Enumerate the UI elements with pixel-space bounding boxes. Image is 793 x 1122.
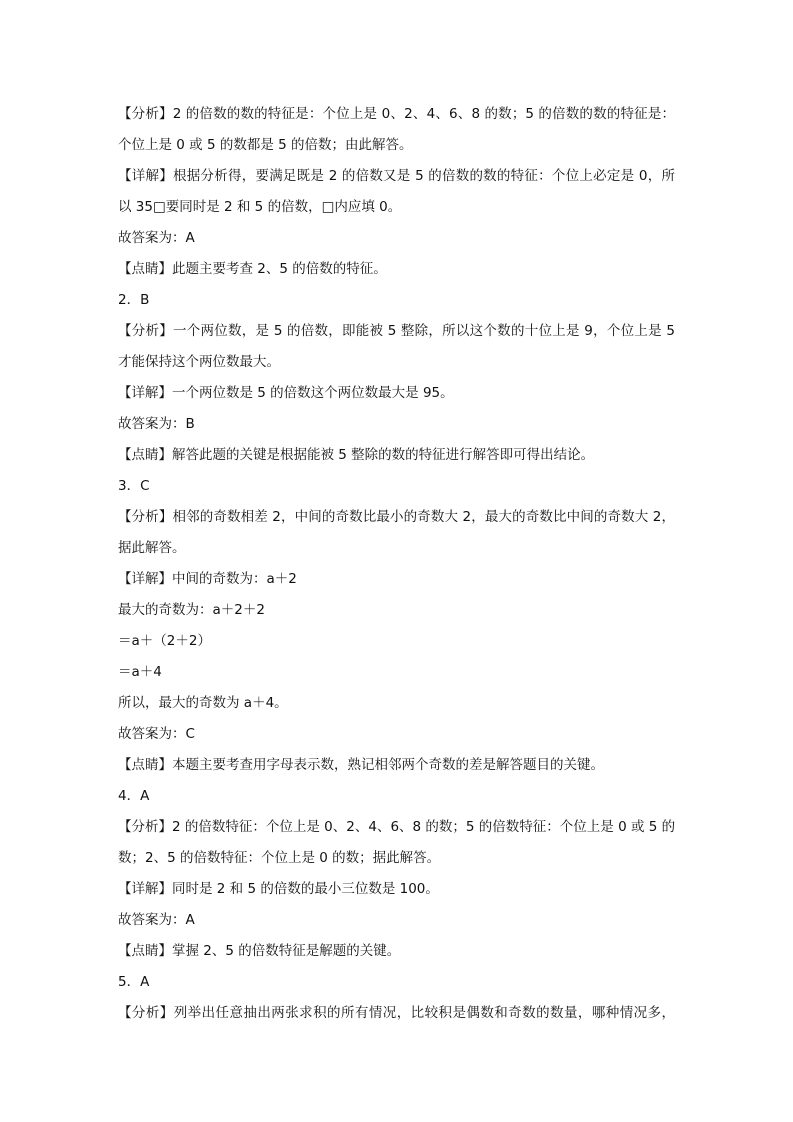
text-line: 【详解】中间的奇数为：a＋2 bbox=[118, 571, 297, 587]
text-line: 最大的奇数为：a＋2＋2 bbox=[118, 602, 265, 618]
question-number: 3．C bbox=[118, 478, 150, 494]
text-line: ＝a＋4 bbox=[118, 664, 162, 680]
text-line: 【详解】一个两位数是 5 的倍数这个两位数最大是 95。 bbox=[118, 385, 454, 401]
question-number: 4．A bbox=[118, 788, 150, 804]
text-line: 数；2、5 的倍数特征：个位上是 0 的数；据此解答。 bbox=[118, 850, 441, 866]
question-number: 5．A bbox=[118, 974, 150, 990]
text-line: 所以，最大的奇数为 a＋4。 bbox=[118, 695, 288, 711]
text-line: 【点睛】解答此题的关键是根据能被 5 整除的数的特征进行解答即可得出结论。 bbox=[118, 447, 595, 463]
text-line: 【分析】列举出任意抽出两张求积的所有情况，比较积是偶数和奇数的数量，哪种情况多， bbox=[118, 1005, 675, 1021]
text-line: 【详解】同时是 2 和 5 的倍数的最小三位数是 100。 bbox=[118, 881, 439, 897]
text-line: 【分析】2 的倍数特征：个位上是 0、2、4、6、8 的数；5 的倍数特征：个位上是 0 或 5 的 bbox=[118, 819, 675, 835]
text-line: 故答案为：C bbox=[118, 726, 195, 742]
text-line: 【分析】2 的倍数的数的特征是：个位上是 0、2、4、6、8 的数；5 的倍数的数的特征是： bbox=[118, 106, 675, 122]
text-line: 以 35□要同时是 2 和 5 的倍数，□内应填 0。 bbox=[118, 199, 402, 215]
text-line: 【点睛】本题主要考查用字母表示数，熟记相邻两个奇数的差是解答题目的关键。 bbox=[118, 757, 604, 773]
text-line: 【点睛】此题主要考查 2、5 的倍数的特征。 bbox=[118, 261, 387, 277]
text-line: 故答案为：A bbox=[118, 230, 195, 246]
text-line: 故答案为：B bbox=[118, 416, 195, 432]
text-line: 【分析】相邻的奇数相差 2，中间的奇数比最小的奇数大 2，最大的奇数比中间的奇数大 2， bbox=[118, 509, 675, 525]
text-line: 据此解答。 bbox=[118, 540, 186, 556]
text-line: ＝a＋（2＋2） bbox=[118, 633, 211, 649]
text-line: 故答案为：A bbox=[118, 912, 195, 928]
text-line: 个位上是 0 或 5 的数都是 5 的倍数；由此解答。 bbox=[118, 137, 413, 153]
text-line: 【点睛】掌握 2、5 的倍数特征是解题的关键。 bbox=[118, 943, 401, 959]
text-line: 才能保持这个两位数最大。 bbox=[118, 354, 280, 370]
question-number: 2．B bbox=[118, 292, 150, 308]
text-line: 【详解】根据分析得，要满足既是 2 的倍数又是 5 的倍数的数的特征：个位上必定是 0，所 bbox=[118, 168, 675, 184]
text-line: 【分析】一个两位数，是 5 的倍数，即能被 5 整除，所以这个数的十位上是 9，个位上是 5 bbox=[118, 323, 675, 339]
